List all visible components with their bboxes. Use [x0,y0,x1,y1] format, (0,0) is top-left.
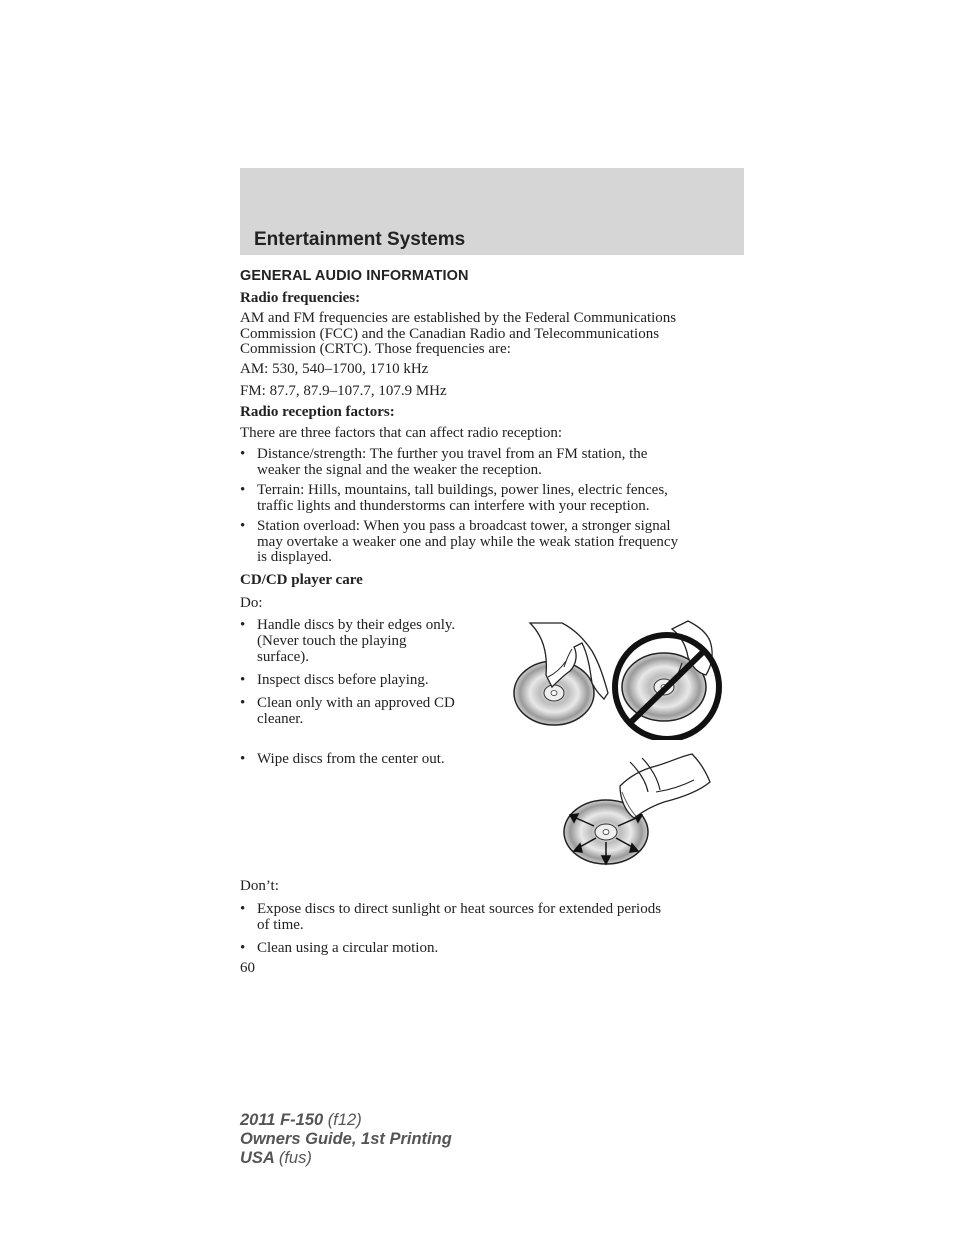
bullet-icon: • [240,446,246,462]
footer-model: 2011 F-150 [240,1111,324,1129]
section-title: Entertainment Systems [254,229,466,250]
general-audio-heading: GENERAL AUDIO INFORMATION [240,268,469,284]
document-footer [240,1111,452,1168]
list-item-line: Distance/strength: The further you travel from an FM station, the [257,446,648,462]
bullet-icon: • [240,695,246,711]
list-item-line: Handle discs by their edges only. [257,617,456,633]
bullet-icon: • [240,901,246,917]
list-item-line: Clean only with an approved CD [257,695,455,711]
list-item-line: traffic lights and thunderstorms can interfere with your reception. [257,497,650,514]
footer-guide: Owners Guide, 1st Printing [240,1130,452,1148]
page-number: 60 [240,960,255,976]
disc-handling-icon [512,615,737,740]
fm-frequencies: FM: 87.7, 87.9–107.7, 107.9 MHz [240,383,447,399]
list-item-line: Expose discs to direct sunlight or heat sources for extended periods [257,901,662,917]
dont-label: Don’t: [240,878,279,894]
list-item-line: weaker the signal and the weaker the reception. [257,461,542,478]
cd-care-heading: CD/CD player care [240,572,363,588]
footer-model-line [240,1111,452,1130]
bullet-icon: • [240,518,246,534]
reception-factors-heading: Radio reception factors: [240,404,395,420]
list-item-line: (Never touch the playing [257,633,407,649]
list-item-line: surface). [257,649,310,665]
frequencies-paragraph-line: Commission (CRTC). Those frequencies are: [240,341,511,357]
bullet-icon: • [240,751,246,767]
reception-intro: There are three factors that can affect radio reception: [240,425,563,441]
list-item-line: Inspect discs before playing. [257,672,429,688]
list-item-line: cleaner. [257,711,304,727]
footer-region-line [240,1149,452,1168]
am-frequencies: AM: 530, 540–1700, 1710 kHz [240,361,429,377]
disc-wiping-icon [560,752,740,872]
frequencies-paragraph-line: AM and FM frequencies are established by the Federal Communications [240,310,677,326]
list-item-line: Clean using a circular motion. [257,940,439,956]
footer-region-code: (fus) [278,1149,312,1167]
list-item-line: is displayed. [257,549,332,565]
footer-region: USA [240,1149,275,1167]
list-item-line: of time. [257,917,304,933]
frequencies-paragraph-line: Commission (FCC) and the Canadian Radio and Telecommunications [240,325,660,342]
list-item-line: may overtake a weaker one and play while the weak station frequency [257,533,679,550]
footer-model-code: (f12) [327,1111,362,1129]
list-item-line: Station overload: When you pass a broadcast tower, a stronger signal [257,518,671,534]
bullet-icon: • [240,617,246,633]
section-header-band [240,168,744,255]
radio-frequencies-heading: Radio frequencies: [240,290,361,306]
bullet-icon: • [240,672,246,688]
list-item-line: Wipe discs from the center out. [257,751,445,767]
list-item-line: Terrain: Hills, mountains, tall buildings, power lines, electric fences, [257,482,668,498]
bullet-icon: • [240,482,246,498]
bullet-icon: • [240,940,246,956]
do-label: Do: [240,595,263,611]
